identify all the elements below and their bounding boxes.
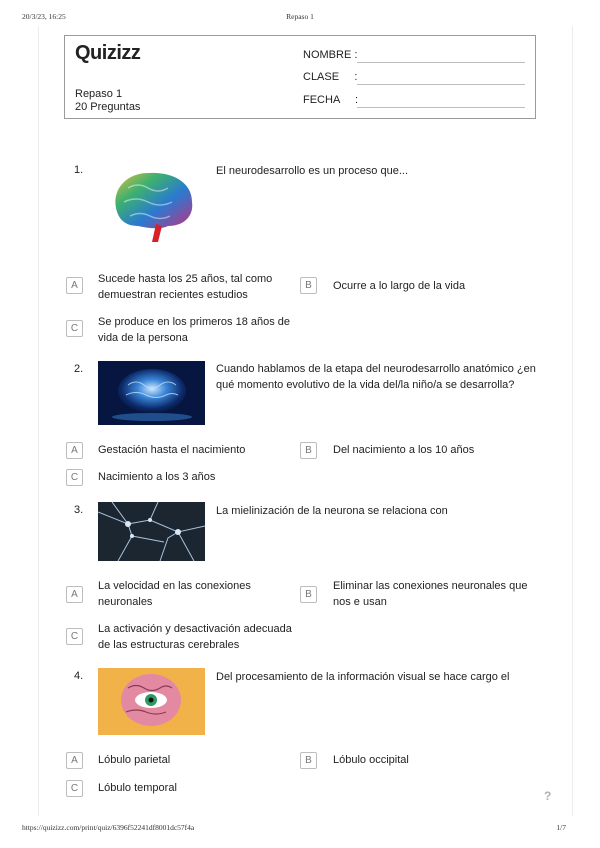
option-c-box[interactable]: C (66, 628, 83, 645)
option-a-text: Sucede hasta los 25 años, tal como demuestran recientes estudios (98, 273, 273, 301)
question-number: 3. (74, 504, 84, 516)
option-c-box[interactable]: C (66, 780, 83, 797)
question-count: 20 Preguntas (75, 101, 141, 113)
option-c-text: La activación y desactivación adecuada de las estructuras cerebrales (98, 623, 292, 651)
option-a-box[interactable]: A (66, 277, 83, 294)
date-label: FECHA : (303, 94, 359, 106)
option-c-text: Se produce en los primeros 18 años de vida de la persona (98, 316, 291, 344)
question-text: El neurodesarrollo es un proceso que... (216, 165, 409, 177)
option-a-box[interactable]: A (66, 752, 83, 769)
print-url: https://quizizz.com/print/quiz/6396f52241df8001dc57f4a (22, 823, 195, 832)
option-b-text: Ocurre a lo largo de la vida (333, 280, 466, 292)
neurons-image (98, 502, 205, 561)
option-a-text: Gestación hasta el nacimiento (98, 444, 246, 456)
quizizz-logo: Quizizz (75, 42, 141, 64)
option-a-box[interactable]: A (66, 442, 83, 459)
option-b-text: Eliminar las conexiones neuronales que nos e usan (333, 580, 528, 608)
option-a-text: La velocidad en las conexiones neuronales (98, 580, 251, 608)
print-page-number: 1/7 (556, 823, 566, 832)
option-b-box[interactable]: B (300, 586, 317, 603)
option-b-box[interactable]: B (300, 277, 317, 294)
option-b-box[interactable]: B (300, 442, 317, 459)
option-c-box[interactable]: C (66, 469, 83, 486)
question-text: La mielinización de la neurona se relaciona con (216, 505, 448, 517)
date-line (357, 107, 525, 108)
quiz-header (64, 35, 536, 119)
option-b-text: Del nacimiento a los 10 años (333, 444, 475, 456)
brain-illustration (108, 168, 198, 244)
print-title: Repaso 1 (286, 12, 314, 21)
class-label: CLASE : (303, 71, 358, 83)
glowing-brain-image (98, 361, 205, 425)
help-icon[interactable]: ? (544, 789, 552, 803)
print-datetime: 20/3/23, 16:25 (22, 12, 66, 21)
class-line (357, 84, 525, 85)
option-a-box[interactable]: A (66, 586, 83, 603)
option-a-text: Lóbulo parietal (98, 754, 171, 766)
question-number: 4. (74, 670, 84, 682)
option-b-text: Lóbulo occipital (333, 754, 409, 766)
question-number: 2. (74, 363, 84, 375)
question-text: Del procesamiento de la información visual se hace cargo el (216, 671, 510, 683)
option-c-text: Lóbulo temporal (98, 782, 177, 794)
name-label: NOMBRE : (303, 49, 358, 61)
question-number: 1. (74, 164, 84, 176)
name-line (357, 62, 525, 63)
option-c-box[interactable]: C (66, 320, 83, 337)
option-b-box[interactable]: B (300, 752, 317, 769)
quiz-name: Repaso 1 (75, 88, 123, 100)
brain-with-eye-image (98, 668, 205, 735)
question-text: Cuando hablamos de la etapa del neurodesarrollo anatómico ¿en qué momento evolutivo de la vida del/la niño/a se desarrolla? (216, 363, 536, 391)
option-c-text: Nacimiento a los 3 años (98, 471, 216, 483)
